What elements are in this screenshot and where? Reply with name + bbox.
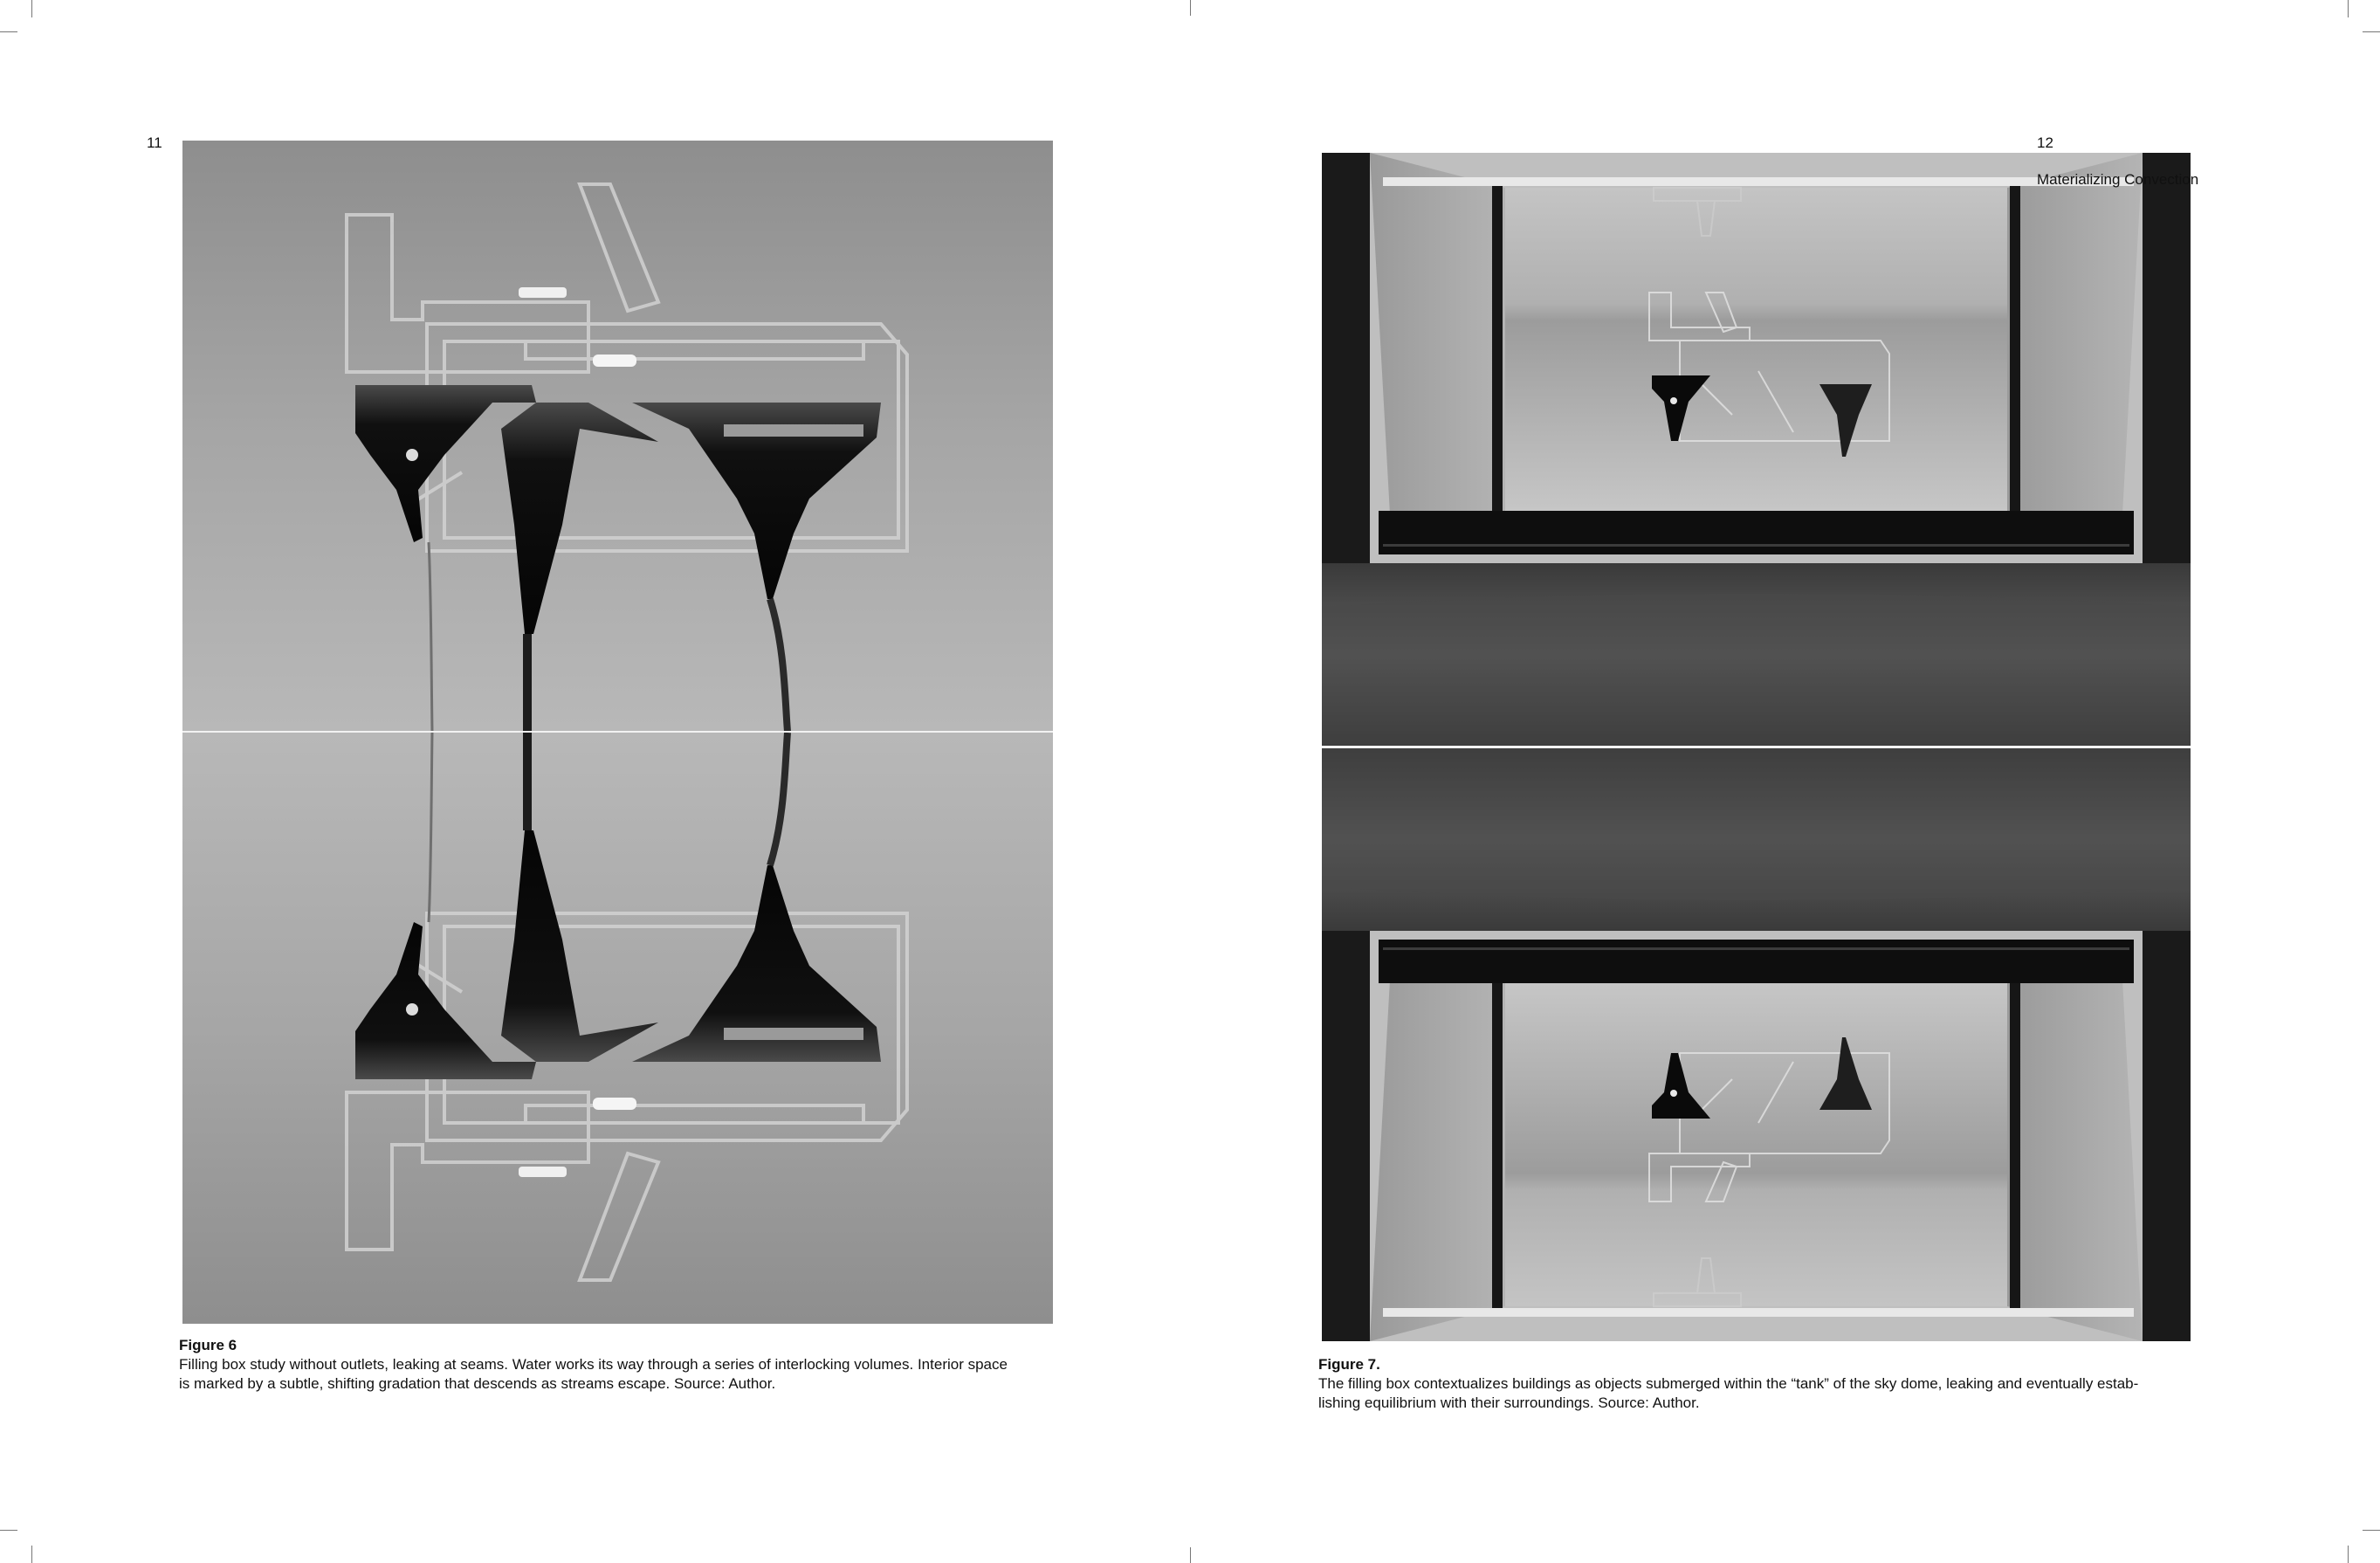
right-page-number: 12 (2037, 134, 2053, 151)
figure-7-caption-line-2: lishing equilibrium with their surroundings. Source: Author. (1318, 1394, 1700, 1411)
crop-mark-top-left-h (0, 31, 17, 32)
crop-mark-bottom-left-v (31, 1546, 32, 1563)
crop-mark-top-left-v (31, 0, 32, 17)
crop-mark-bottom-center (1190, 1547, 1191, 1563)
figure-7-image (1322, 153, 2191, 1341)
figure-6-image (182, 141, 1053, 1324)
figure-6-caption-line-2: is marked by a subtle, shifting gradation that descends as streams escape. Source: Author. (179, 1375, 776, 1392)
crop-mark-top-right-h (2363, 31, 2380, 32)
running-head: Materializing Convection (2037, 171, 2199, 188)
figure-7-caption-line-1: The filling box contextualizes buildings as objects submerged within the “tank” of the sky dome, leaking and eventually estab- (1318, 1375, 2139, 1392)
crop-mark-top-center (1190, 0, 1191, 16)
left-page-number: 11 (147, 134, 162, 151)
figure-7-label: Figure 7. (1318, 1356, 1380, 1373)
crop-mark-top-right-v (2348, 0, 2349, 17)
crop-mark-bottom-right-h (2363, 1530, 2380, 1531)
crop-mark-bottom-right-v (2348, 1546, 2349, 1563)
crop-mark-bottom-left-h (0, 1530, 17, 1531)
figure-6-label: Figure 6 (179, 1337, 237, 1353)
figure-6-caption-line-1: Filling box study without outlets, leaking at seams. Water works its way through a series of interlocking volumes. Interior space (179, 1356, 1008, 1373)
